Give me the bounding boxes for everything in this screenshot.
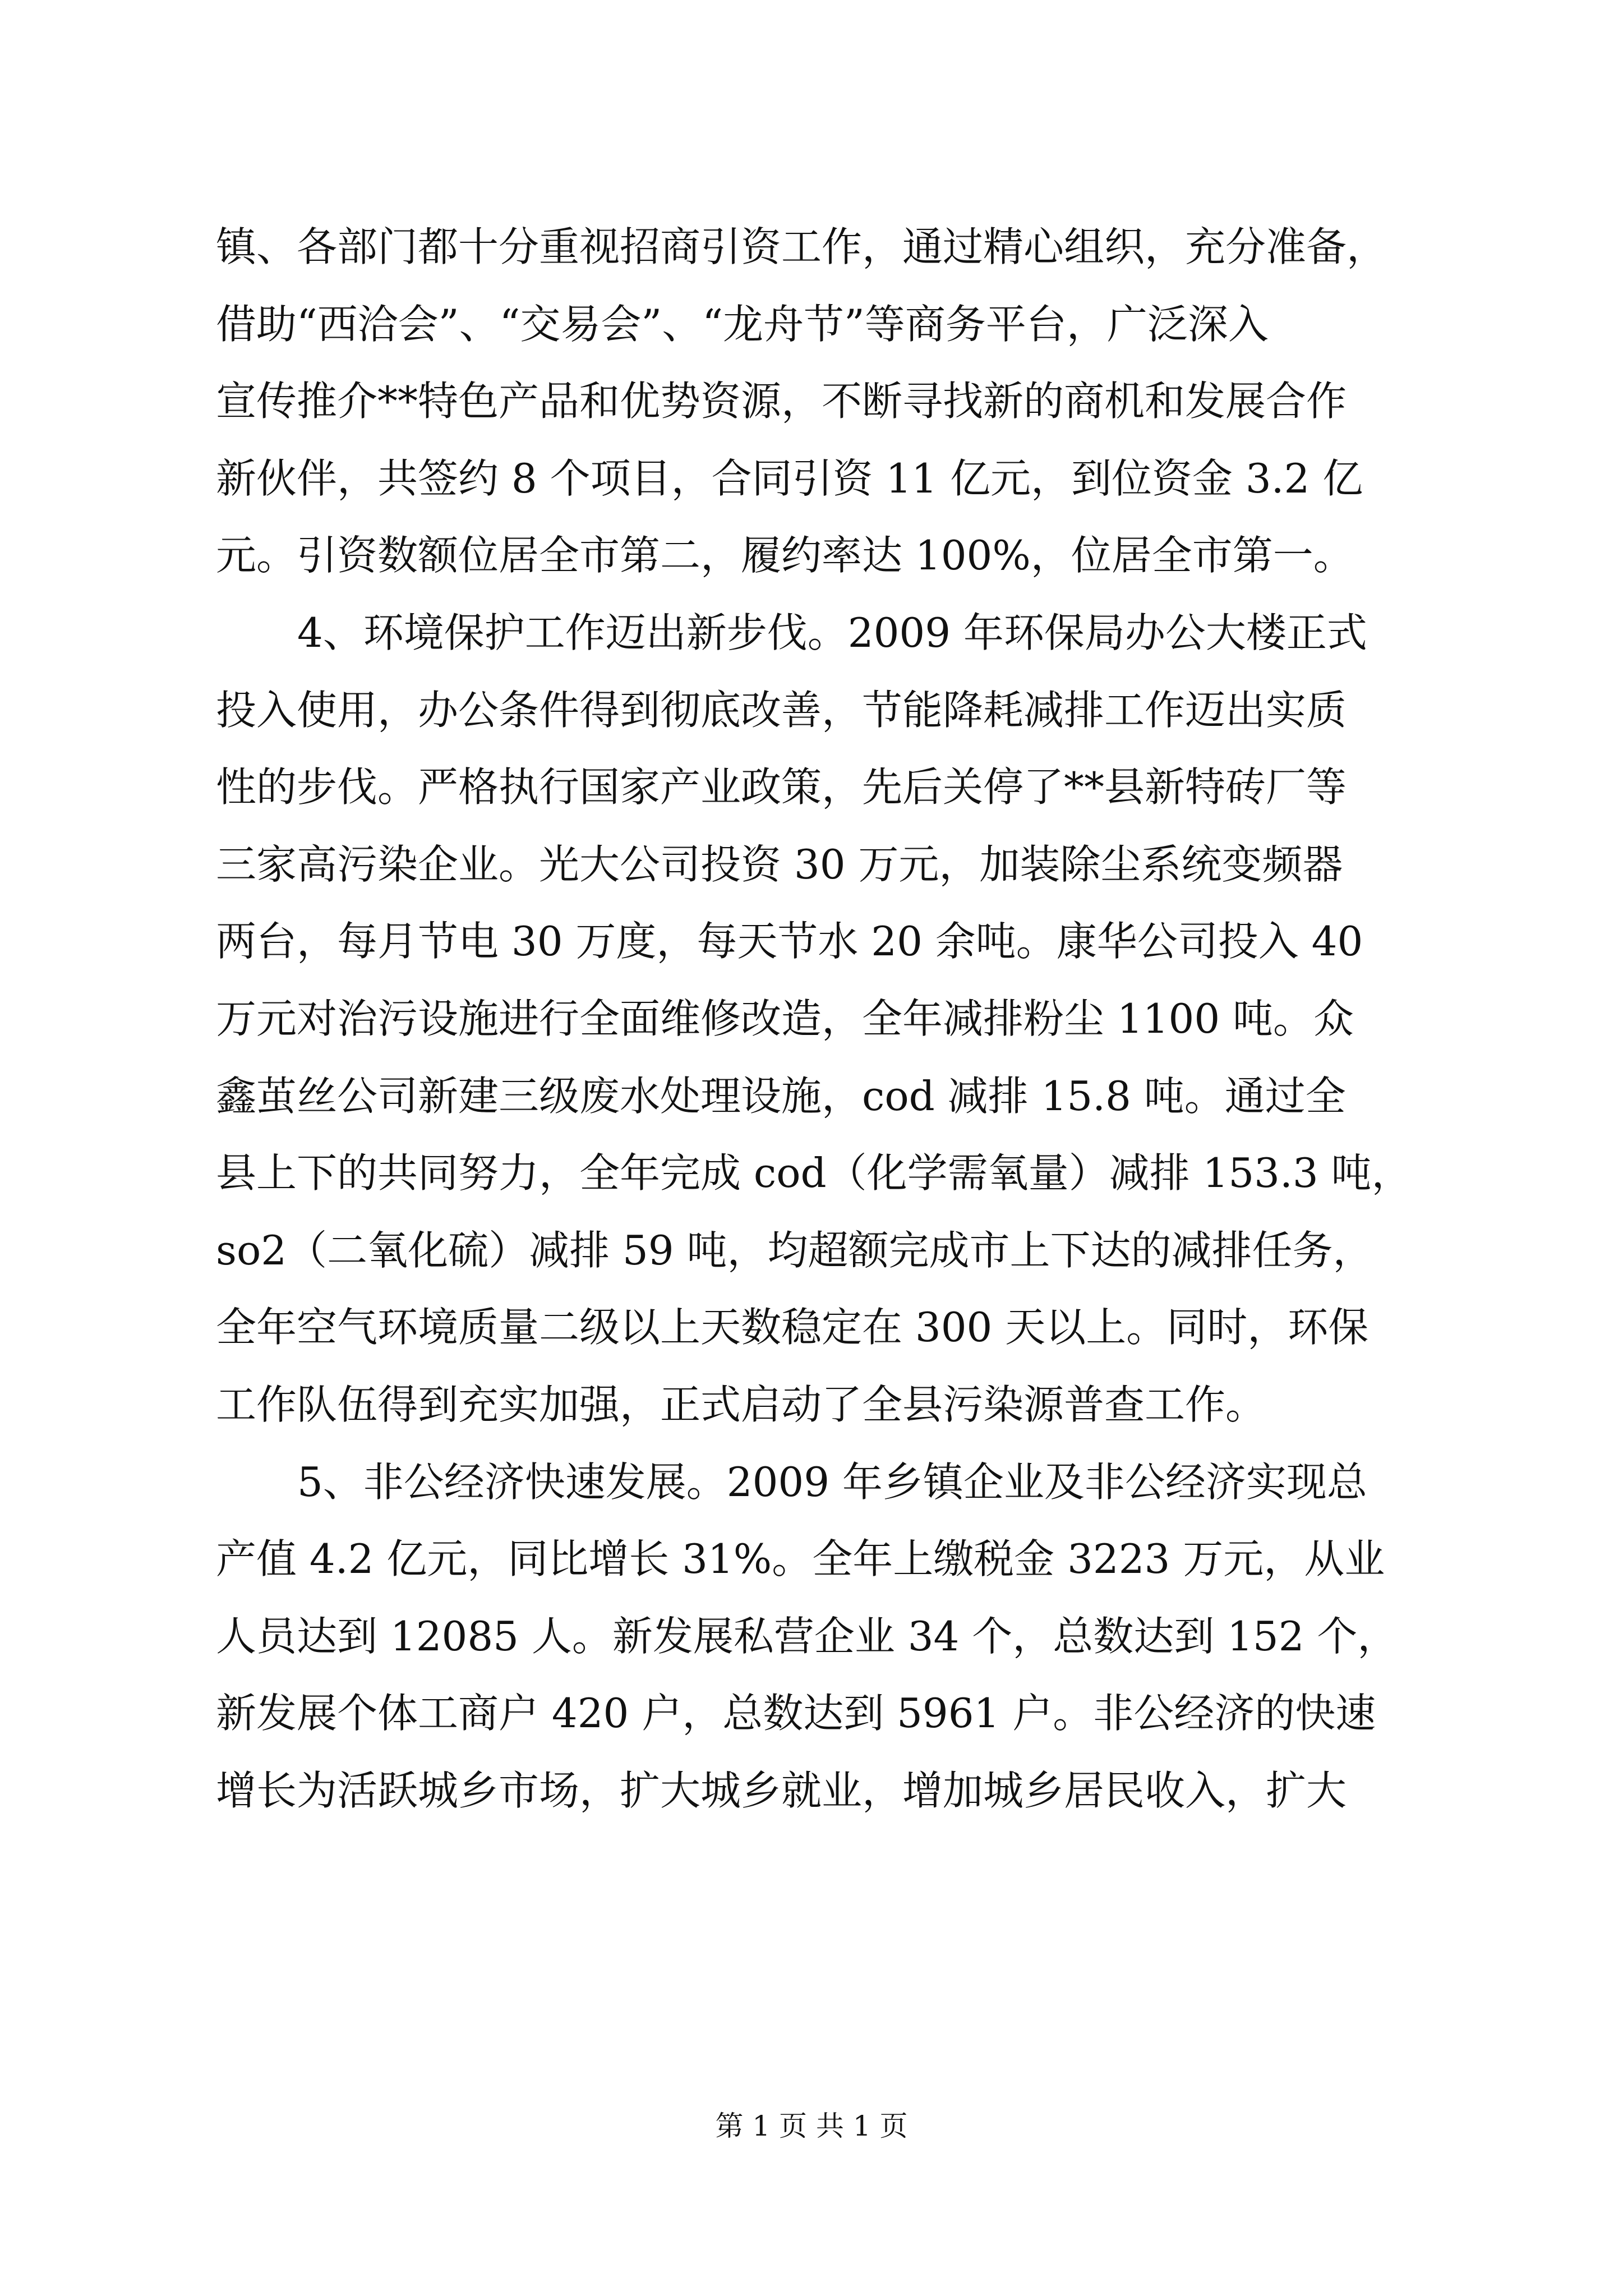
text-line [0, 522, 1623, 589]
paragraph-start-line [0, 1448, 1623, 1516]
text-line [0, 753, 1623, 821]
text-line [0, 1525, 1623, 1593]
text-line [0, 367, 1623, 435]
text-line [0, 1062, 1623, 1130]
text-line [0, 291, 1623, 358]
text-line [0, 908, 1623, 975]
text-line [0, 677, 1623, 744]
text-line [0, 213, 1623, 280]
text-line-content: so2（二氧化硫）减排 59 吨，均超额完成市上下达的减排任务， [216, 1227, 1373, 1274]
text-line-content: 人员达到 12085 人。新发展私营企业 34 个，总数达到 152 个， [216, 1613, 1398, 1660]
text-line-content: 宣传推介**特色产品和优势资源，不断寻找新的商机和发展合作 [216, 378, 1347, 425]
text-line-content: 5、非公经济快速发展。2009 年乡镇企业及非公经济实现总 [297, 1458, 1367, 1506]
text-line [0, 1139, 1623, 1207]
page-footer: 第 1 页 共 1 页 [715, 2110, 908, 2142]
text-line [0, 1294, 1623, 1361]
text-line [0, 1757, 1623, 1824]
text-line [0, 1603, 1623, 1670]
text-line-content: 鑫茧丝公司新建三级废水处理设施，cod 减排 15.8 吨。通过全 [216, 1073, 1346, 1120]
text-line [0, 985, 1623, 1052]
text-line-content: 性的步伐。严格执行国家产业政策，先后关停了**县新特砖厂等 [216, 763, 1347, 811]
text-line [0, 831, 1623, 898]
text-line-content: 万元对治污设施进行全面维修改造，全年减排粉尘 1100 吨。众 [216, 995, 1354, 1042]
text-line-content: 镇、各部门都十分重视招商引资工作，通过精心组织，充分准备， [216, 223, 1387, 270]
text-line-content: 两台，每月节电 30 万度，每天节水 20 余吨。康华公司投入 40 [216, 918, 1363, 965]
text-line-content: 4、环境保护工作迈出新步伐。2009 年环保局办公大楼正式 [297, 609, 1367, 656]
text-line-content: 全年空气环境质量二级以上天数稳定在 300 天以上。同时，环保 [216, 1304, 1369, 1351]
paragraph-start-line [0, 599, 1623, 666]
text-line-content: 三家高污染企业。光大公司投资 30 万元，加装除尘系统变频器 [216, 841, 1343, 888]
text-line-content: 新伙伴，共签约 8 个项目，合同引资 11 亿元，到位资金 3.2 亿 [216, 455, 1363, 502]
text-line [0, 445, 1623, 512]
text-line-content: 工作队伍得到充实加强，正式启动了全县污染源普查工作。 [216, 1381, 1266, 1428]
text-line [0, 1680, 1623, 1747]
text-line-content: 元。引资数额位居全市第二，履约率达 100%，位居全市第一。 [216, 532, 1354, 579]
text-line-content: 增长为活跃城乡市场，扩大城乡就业，增加城乡居民收入，扩大 [216, 1767, 1347, 1814]
text-line-content: 借助“西洽会”、“交易会”、“龙舟节”等商务平台，广泛深入 [216, 301, 1269, 348]
text-line [0, 1217, 1623, 1284]
text-line-content: 县上下的共同努力，全年完成 cod（化学需氧量）减排 153.3 吨， [216, 1149, 1412, 1197]
text-line-content: 投入使用，办公条件得到彻底改善，节能降耗减排工作迈出实质 [216, 687, 1347, 734]
text-line [0, 1371, 1623, 1438]
text-line-content: 产值 4.2 亿元，同比增长 31%。全年上缴税金 3223 万元，从业 [216, 1535, 1385, 1582]
text-line-content: 新发展个体工商户 420 户，总数达到 5961 户。非公经济的快速 [216, 1690, 1376, 1737]
